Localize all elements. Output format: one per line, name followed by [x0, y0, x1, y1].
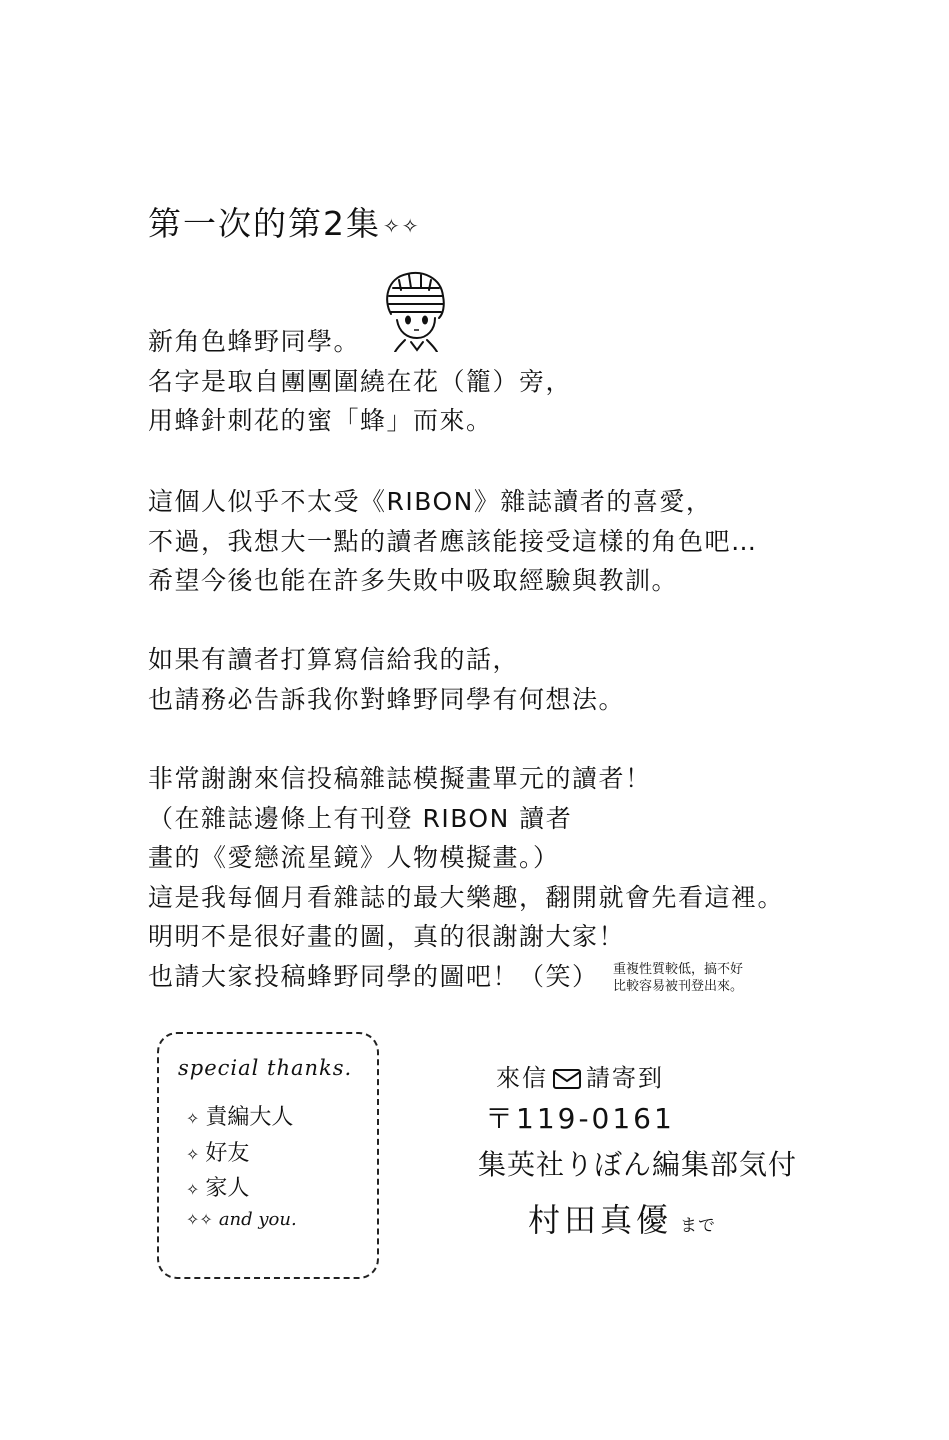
sparkle-icon: ✧	[186, 1179, 200, 1199]
thanks-item-text: 家人	[205, 1176, 250, 1201]
text-line: 用蜂針刺花的蜜「蜂」而來。	[148, 406, 493, 435]
mail-heading	[496, 1058, 664, 1093]
side-note	[613, 961, 743, 995]
thanks-item-text: 責編大人	[205, 1105, 294, 1130]
thanks-item	[186, 1171, 249, 1202]
text-line: 這個人似乎不太受《RIBON》雜誌讀者的喜愛，	[148, 487, 713, 516]
thanks-item	[186, 1136, 249, 1167]
postal-code: 〒119-0161	[485, 1102, 675, 1135]
mail-suffix: 請寄到	[586, 1064, 664, 1092]
title-text: 第一次的第2集	[148, 204, 381, 243]
thanks-item	[186, 1206, 297, 1231]
text-line: 畫的《愛戀流星鏡》人物模擬畫。）	[148, 843, 560, 872]
text-line: 非常謝謝來信投稿雜誌模擬畫單元的讀者！	[148, 764, 652, 793]
mail-prefix: 來信	[496, 1064, 548, 1092]
addressee-name: 村田真優	[528, 1201, 673, 1239]
text-line: 也請務必告訴我你對蜂野同學有何想法。	[148, 684, 626, 714]
text-line: 新角色蜂野同學。	[148, 327, 361, 356]
paragraph-letters-request	[148, 640, 625, 719]
paragraph-new-character	[148, 322, 572, 441]
text-line: 希望今後也能在許多失敗中吸取經驗與教訓。	[148, 566, 679, 595]
sparkle-icon: ✧✧	[383, 213, 421, 238]
text-line: 明明不是很好畫的圖，真的很謝謝大家！	[148, 922, 626, 951]
addressee-suffix: まで	[680, 1216, 717, 1236]
sparkle-icon: ✧✧	[186, 1209, 213, 1229]
paragraph-reader-reaction	[148, 482, 758, 601]
text-line: 也請大家投稿蜂野同學的圖吧！（笑）	[148, 961, 599, 991]
side-note-line: 重複性質較低，搞不好	[613, 962, 744, 977]
text-line: 如果有讀者打算寫信給我的話，	[148, 645, 520, 674]
text-line: 名字是取自團團圍繞在花（籠）旁，	[148, 366, 573, 396]
text-line: 這是我每個月看雜誌的最大樂趣，翻開就會先看這裡。	[148, 882, 785, 912]
thanks-item-text: and you.	[218, 1209, 297, 1230]
sparkle-icon: ✧	[186, 1144, 200, 1164]
side-note-line: 比較容易被刊登出來。	[613, 979, 744, 994]
mail-address: 集英社りぼん編集部気付	[478, 1148, 798, 1181]
special-thanks-title: special thanks.	[178, 1056, 353, 1080]
text-line: 不過，我想大一點的讀者應該能接受這樣的角色吧…	[148, 526, 758, 556]
text-line: （在雜誌邊條上有刊登 RIBON 讀者	[148, 803, 573, 833]
envelope-icon	[552, 1068, 582, 1090]
thanks-item	[186, 1100, 293, 1131]
addressee	[528, 1195, 716, 1241]
sparkle-icon: ✧	[186, 1108, 200, 1128]
page-title	[148, 204, 421, 246]
thanks-item-text: 好友	[205, 1141, 250, 1166]
